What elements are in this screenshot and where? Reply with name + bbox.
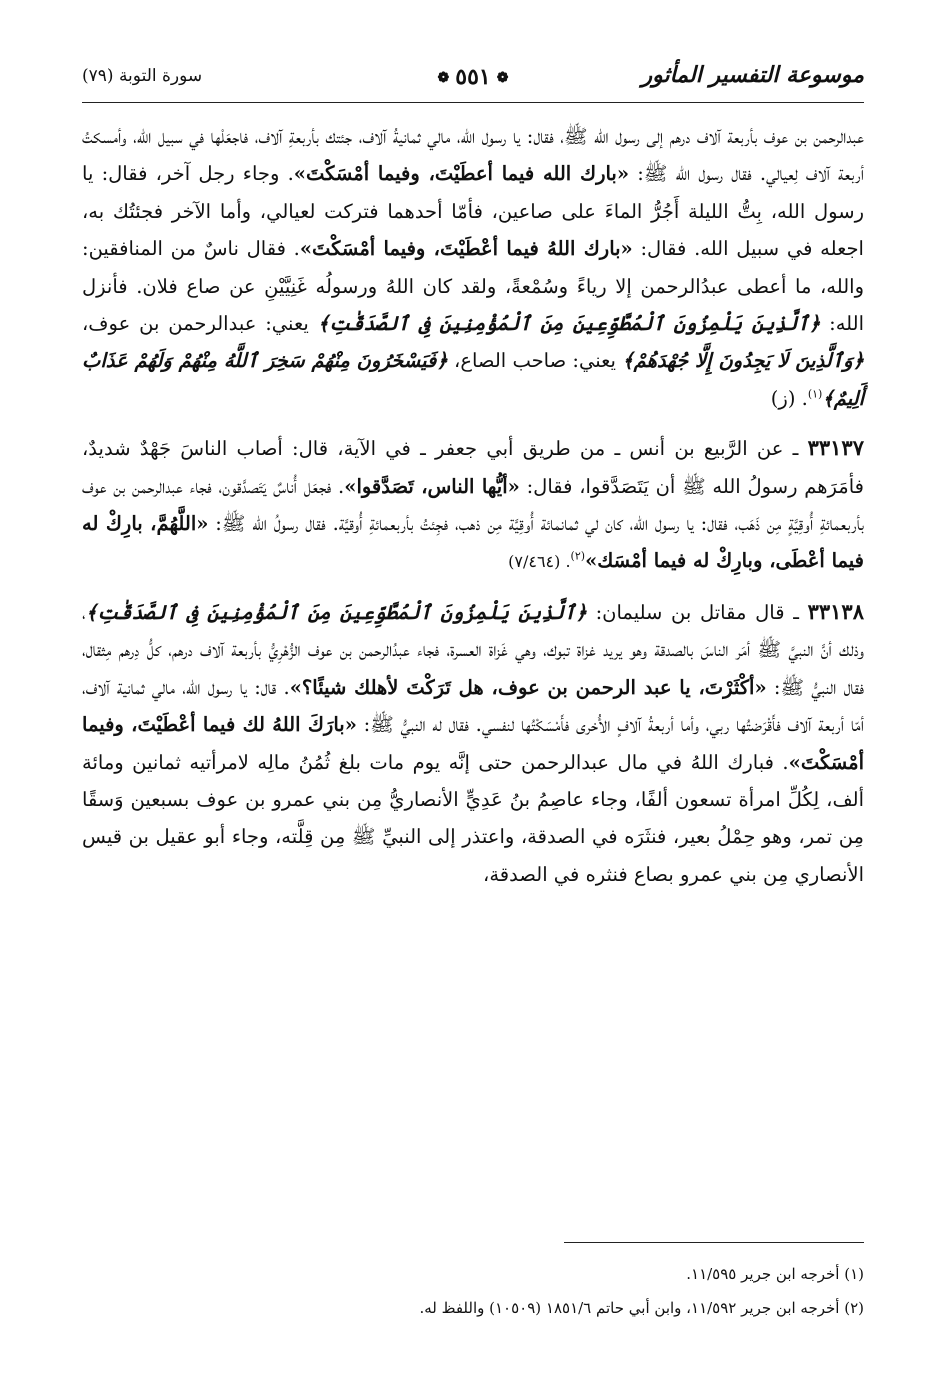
volume-reference: . (٧/٤٦٤) xyxy=(508,552,571,572)
surah-label: سورة التوبة (٧٩) xyxy=(82,66,203,86)
intro-paragraph xyxy=(82,118,864,417)
text-run: يعني: عبدالرحمن بن عوف، xyxy=(82,312,318,336)
text-run: . فبارك اللهُ في مال عبدالرحمن حتى إنَّه يوم مات بلغ ثُمُنُ مالِه لامرأتيه ثمانين ومائة ألف، لِكُلِّ امرأة تسعون ألفًا، وجاء عاصِمُ بنُ عَدِيٍّ الأنصاريُّ مِن بني عمرو بن عوف بسبعين وَسقًا مِن تمر، وهو حِمْلُ بعير، فنثَرَه في الصدقة، واعتذر إلى النبيِّ ﷺ مِن قِلَّته، وجاء أبو عقيل بن قيس الأنصاري مِن بني عمرو بصاع فنثره في الصدقة، xyxy=(82,750,864,886)
text-run: ـ عن الرَّبيع بن أنس ـ من طريق أبي جعفر ـ في الآية، قال: أصاب الناسَ جَهْدٌ شديدٌ، فأمَرَهم رسولُ الله ﷺ أن يَتَصَدَّقوا، فقال: xyxy=(82,437,864,498)
page-number: ٥٥١ xyxy=(455,64,491,90)
hadith-quote: «بارك اللهُ فيما أعْطَيْتَ، وفيما أمْسَكْتَ» xyxy=(299,237,633,261)
quran-verse: ﴿وَٱلَّذِينَ لَا يَجِدُونَ إِلَّا جُهْدَهُمْ﴾ xyxy=(622,349,864,373)
hadith-quote: «أيُّها الناس، تَصَدَّقوا» xyxy=(344,474,520,498)
hadith-quote: «أكْثَرْتَ، يا عبد الرحمن بن عوف، هل تَرَكْتَ لأهلك شيئًا؟» xyxy=(289,675,767,699)
main-text xyxy=(82,118,864,893)
narration-number: ٣٣١٣٨ xyxy=(807,598,864,624)
ornament-icon: ❁ xyxy=(437,70,450,86)
narration-number: ٣٣١٣٧ xyxy=(807,435,864,461)
footnote-marker[interactable]: (٢) xyxy=(570,549,586,563)
book-title: موسوعة التفسير المأثور xyxy=(641,62,864,88)
footnotes xyxy=(82,1257,864,1325)
page-header xyxy=(82,62,864,102)
quran-verse: ﴿فَيَسْخَرُونَ مِنْهُمْ سَخِرَ ٱللَّهُ مِنْهُمْ وَلَهُمْ عَذَابٌ أَلِيمٌ﴾ xyxy=(82,349,864,410)
text-run: ـ قال مقاتل بن سليمان: xyxy=(586,600,808,624)
text-run: . قال: يا رسول الله، مالي ثمانية آلاف، أمّا أربعة آلاف فأَقْرَضتُها ربي، وأما أربعةُ آلافٍ الأُخرى فأَمْسَكْتُها لنفسي. فقال له النبيُّ ﷺ: xyxy=(82,675,864,737)
hadith-quote: «اللَّهُمَّ، بارِكْ له فيما أعْطَى، وبارِكْ له فيما أمْسَك» xyxy=(82,512,864,573)
source-tag: . (ز) xyxy=(770,386,808,410)
hadith-quote: «بارك الله فيما أعطَيْتَ، وفيما أمْسَكْتَ» xyxy=(293,162,630,186)
quran-verse: ﴿ٱلَّذِينَ يَلْمِزُونَ ٱلْمُطَّوِّعِينَ مِنَ ٱلْمُؤْمِنِينَ فِى ٱلصَّدَقَٰتِ﴾ xyxy=(85,600,587,624)
footnote-marker[interactable]: (١) xyxy=(807,387,823,401)
text-run: . فجعَل أُناسٌ يَتَصدَّقون، فجاء عبدالرحمن بن عوف بأربعمائةِ أُوقِيَّةٍ مِن ذَهَب، فقال: يا رسول الله، كان لي ثمانمائة أُوقِيَّة مِن ذهب، فجِئتُ بأربعمائةِ أُوقيَّة. فقال رسولُ الله ﷺ: xyxy=(82,474,864,536)
footnote-divider xyxy=(564,1242,864,1243)
footnote-2: (٢) أخرجه ابن جرير ١١/٥٩٢، وابن أبي حاتم ١٨٥١/٦ (١٠٥٠٩) واللفظ له. xyxy=(419,1299,864,1317)
hadith-quote: «بارَكَ اللهُ لك فيما أعْطَيْتَ، وفيما أمْسَكْتَ» xyxy=(82,713,864,774)
text-run: . وجاء رجل آخر، فقال: يا رسول الله، بِتُّ الليلة أَجُرُّ الماءَ على صاعين، فأمّا أحدهما فتركت لعيالي، وأما الآخر فجئتُك به، اجعله في سبيل الله. فقال: xyxy=(82,162,864,261)
text-run: يعني: صاحب الصاع، xyxy=(447,349,623,373)
ornament-icon: ❁ xyxy=(496,70,509,86)
narration-33138 xyxy=(82,593,864,893)
footnote-1: (١) أخرجه ابن جرير ١١/٥٩٥. xyxy=(686,1265,864,1283)
narration-33137 xyxy=(82,429,864,581)
text-run: ، وذلك أنَّ النبيَّ ﷺ أمَر الناسَ بالصدقة وهو يريد غزاة تبوك، وهي غَزاة العسرة، فجاء عبدُالرحمن بن عوف الزُّهْرِيُّ بأربعة آلاف درهم، كلُّ دِرهم مِثقال، فقال النبيُّ ﷺ: xyxy=(82,600,864,699)
text-run: عبدالرحمن بن عوف بأربعة آلاف درهم إلى رسول الله ﷺ، فقال: يا رسول الله، مالي ثمانيةُ آلاف، جئتك بأربعةِ آلاف، فاجعَلْها في سبيل الله، وأمسكتُ أربعة آلاف لِعيالي. فقال رسول الله ﷺ: xyxy=(82,125,864,186)
text-run: . فقال ناسٌ من المنافقين: والله، ما أعطى عبدُالرحمن إلا رياءً وسُمْعةً، ولقد كان اللهُ ورسولُه غَنِيَّيْنِ عن صاع فلان. فأنزل الله: xyxy=(82,237,864,336)
header-divider xyxy=(82,102,864,103)
quran-verse: ﴿ٱلَّذِينَ يَلْمِزُونَ ٱلْمُطَّوِّعِينَ مِنَ ٱلْمُؤْمِنِينَ فِى ٱلصَّدَقَٰتِ﴾ xyxy=(317,312,821,336)
